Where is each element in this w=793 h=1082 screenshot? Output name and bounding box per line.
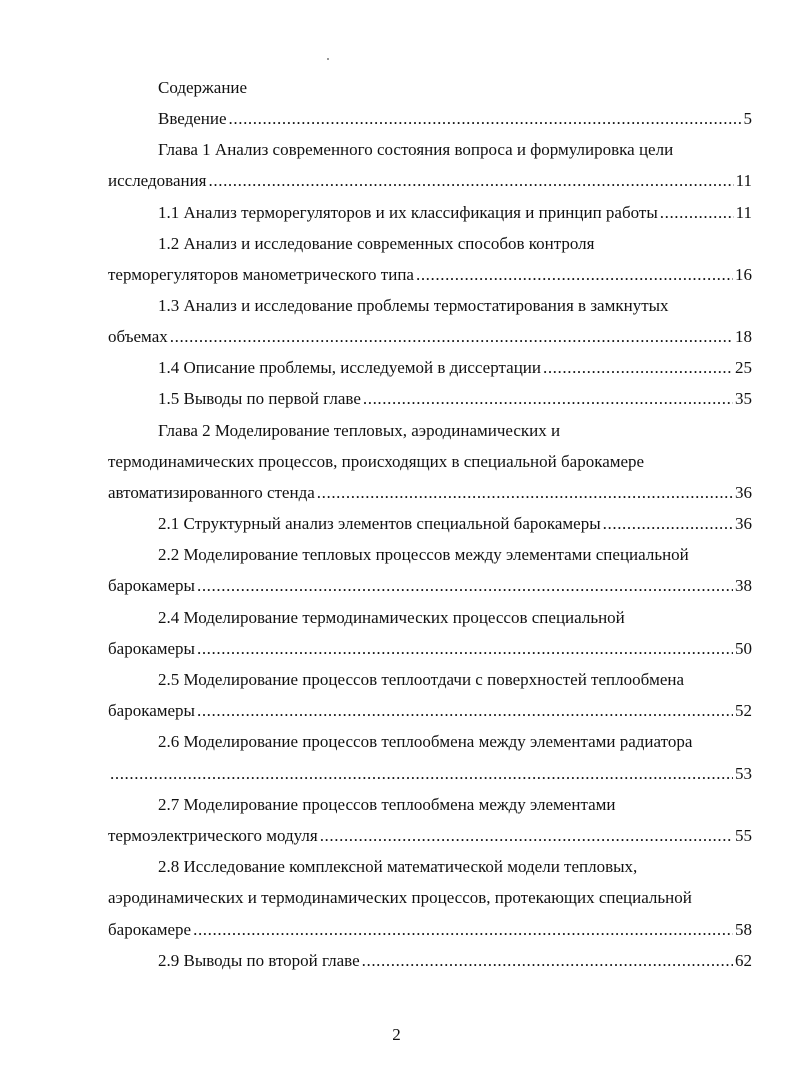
scan-speck [327, 58, 329, 60]
toc-entry-1-2-line1: 1.2 Анализ и исследование современных способов контроля [158, 234, 595, 253]
dot-leader [320, 824, 733, 848]
page-ref: 38 [735, 576, 752, 595]
page-ref: 50 [735, 639, 752, 658]
page-ref: 11 [735, 203, 752, 222]
dot-leader [170, 325, 733, 349]
toc-entry-2-4-line1: 2.4 Моделирование термодинамических процессов специальной [158, 608, 625, 627]
dot-leader [362, 949, 733, 973]
toc-entry-2-8-line1: 2.8 Исследование комплексной математической модели тепловых, [158, 857, 638, 876]
dot-leader [416, 263, 733, 287]
dot-leader [603, 512, 733, 536]
dot-leader [317, 481, 733, 505]
toc-entry-2-2-line2: барокамеры ..... 38 [108, 574, 752, 598]
toc-entry-1-3-line1: 1.3 Анализ и исследование проблемы термостатирования в замкнутых [158, 296, 669, 315]
dot-leader [363, 387, 733, 411]
toc-entry-2-1: 2.1 Структурный анализ элементов специальной барокамеры ..... 36 [158, 512, 752, 536]
toc-entry-1-4: 1.4 Описание проблемы, исследуемой в диссертации ..... 25 [158, 356, 752, 380]
dot-leader [197, 574, 733, 598]
dot-leader [660, 201, 734, 225]
toc-entry-2-7-line2: термоэлектрического модуля ..... 55 [108, 824, 752, 848]
dot-leader [209, 169, 734, 193]
toc-entry-1-2-line2: терморегуляторов манометрического типа ..... 16 [108, 263, 752, 287]
toc-title: Содержание [158, 78, 248, 97]
toc-chapter2-line3: автоматизированного стенда ..... 36 [108, 481, 752, 505]
dot-leader [193, 918, 733, 942]
toc-entry-1-1: 1.1 Анализ терморегуляторов и их классификация и принцип работы ..... 11 [158, 201, 752, 225]
dot-leader [197, 699, 733, 723]
page-ref: 36 [735, 483, 752, 502]
page-ref: 36 [735, 514, 752, 533]
toc-entry-2-5-line2: барокамеры ..... 52 [108, 699, 752, 723]
dot-leader [543, 356, 733, 380]
toc-chapter1-line1: Глава 1 Анализ современного состояния вопроса и формулировка цели [158, 140, 674, 159]
toc-entry-2-9: 2.9 Выводы по второй главе ..... 62 [158, 949, 752, 973]
toc-entry-2-7-line1: 2.7 Моделирование процессов теплообмена между элементами [158, 795, 616, 814]
page-ref: 62 [735, 951, 752, 970]
page-ref: 18 [735, 327, 752, 346]
toc-entry-2-5-line1: 2.5 Моделирование процессов теплоотдачи с поверхностей теплообмена [158, 670, 685, 689]
toc-entry-2-2-line1: 2.2 Моделирование тепловых процессов между элементами специальной [158, 545, 689, 564]
page-ref: 25 [735, 358, 752, 377]
page-ref: 11 [735, 171, 752, 190]
toc-entry-2-6-line1: 2.6 Моделирование процессов теплообмена между элементами радиатора [158, 732, 693, 751]
toc-entry-2-8-line3: барокамере ..... 58 [108, 918, 752, 942]
page-number: 2 [392, 1025, 401, 1044]
toc-chapter1-line2: исследования ..... 11 [108, 169, 752, 193]
toc-entry-1-3-line2: объемах ..... 18 [108, 325, 752, 349]
toc-entry-2-6-line2 [108, 762, 752, 786]
toc-entry-1-5: 1.5 Выводы по первой главе ..... 35 [158, 387, 752, 411]
toc-entry-introduction: Введение ..... 5 [158, 107, 752, 131]
page-ref: 55 [735, 826, 752, 845]
page-ref: 16 [735, 265, 752, 284]
page-ref: 35 [735, 389, 752, 408]
toc-entry-2-8-line2: аэродинамических и термодинамических процессов, протекающих специальной [108, 888, 692, 907]
page-ref: 52 [735, 701, 752, 720]
dot-leader [229, 107, 742, 131]
page-ref: 5 [743, 109, 752, 128]
page-ref: 53 [735, 764, 752, 783]
toc-chapter2-line2: термодинамических процессов, происходящих в специальной барокамере [108, 452, 645, 471]
dot-leader [197, 637, 733, 661]
dot-leader [110, 762, 733, 786]
page-ref: 58 [735, 920, 752, 939]
toc-chapter2-line1: Глава 2 Моделирование тепловых, аэродинамических и [158, 421, 561, 440]
toc-entry-2-4-line2: барокамеры ..... 50 [108, 637, 752, 661]
